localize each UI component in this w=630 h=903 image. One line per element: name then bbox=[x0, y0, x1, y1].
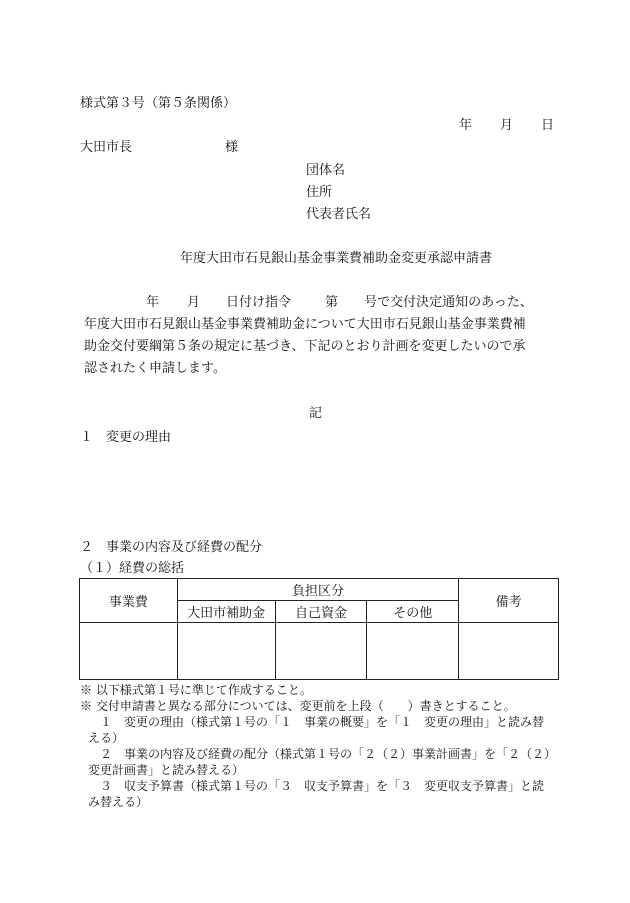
remarks-header: 備考 bbox=[459, 579, 559, 623]
city-subsidy-cell[interactable] bbox=[177, 623, 275, 680]
project-cost-cell[interactable] bbox=[80, 623, 178, 680]
subsection-heading: （１）経費の総括 bbox=[80, 561, 185, 576]
applicant-representative-label: 代表者氏名 bbox=[306, 207, 372, 222]
applicant-organization-label: 団体名 bbox=[306, 163, 346, 178]
addressee-name: 大田市長 bbox=[80, 140, 133, 155]
body-dated-instruction: 日付け指令 bbox=[226, 295, 292, 310]
body-month: 月 bbox=[187, 295, 201, 310]
ki-label: 記 bbox=[309, 406, 323, 421]
burden-division-header: 負担区分 bbox=[177, 579, 458, 601]
note-1: ※ 以下様式第１号に準じて作成すること。 bbox=[80, 683, 312, 697]
body-suffix: 号で交付決定通知のあった、 bbox=[364, 295, 533, 310]
section2-heading: ２ 事業の内容及び経費の配分 bbox=[80, 540, 263, 555]
note-item-2-continued: 変更計画書」と読み替える） bbox=[88, 763, 245, 777]
note-item-3-continued: み替える） bbox=[88, 795, 149, 809]
form-label: 様式第３号（第５条関係） bbox=[80, 96, 237, 111]
date-year: 年 bbox=[459, 118, 473, 133]
section1-heading: １ 変更の理由 bbox=[80, 430, 172, 445]
body-line: 認されたく申請します。 bbox=[84, 361, 226, 376]
project-cost-header: 事業費 bbox=[80, 579, 178, 623]
applicant-address-label: 住所 bbox=[306, 185, 333, 200]
application-body bbox=[84, 292, 554, 380]
body-first-line bbox=[84, 292, 554, 314]
other-cell[interactable] bbox=[367, 623, 459, 680]
document-title: 年度大田市石見銀山基金事業費補助金変更承認申請書 bbox=[180, 251, 493, 266]
body-year: 年 bbox=[146, 295, 160, 310]
notes-section bbox=[80, 682, 560, 810]
date-month: 月 bbox=[500, 118, 514, 133]
own-funds-header: 自己資金 bbox=[275, 601, 367, 623]
remarks-cell[interactable] bbox=[459, 623, 559, 680]
date-line bbox=[459, 118, 554, 134]
date-day: 日 bbox=[541, 118, 555, 133]
note-item-1: １ 変更の理由（様式第１号の「１ 事業の概要」を「１ 変更の理由」と読み替 bbox=[100, 715, 545, 729]
own-funds-cell[interactable] bbox=[275, 623, 367, 680]
note-item-1-continued: える） bbox=[88, 731, 125, 745]
expense-summary-table bbox=[79, 578, 559, 680]
addressee-honorific: 様 bbox=[225, 140, 239, 155]
body-line: 年度大田市石見銀山基金事業費補助金について大田市石見銀山基金事業費補 bbox=[84, 317, 526, 332]
body-number-prefix: 第 bbox=[325, 295, 339, 310]
body-line: 助金交付要綱第５条の規定に基づき、下記のとおり計画を変更したいので承 bbox=[84, 339, 526, 354]
other-header: その他 bbox=[367, 601, 459, 623]
note-item-3: ３ 収支予算書（様式第１号の「３ 収支予算書」を「３ 変更収支予算書」と読 bbox=[100, 779, 545, 793]
city-subsidy-header: 大田市補助金 bbox=[177, 601, 275, 623]
note-2: ※ 交付申請書と異なる部分については、変更前を上段（ ）書きとすること。 bbox=[80, 699, 516, 713]
note-item-2: ２ 事業の内容及び経費の配分（様式第１号の「２（２）事業計画書」を「２（２） bbox=[100, 747, 557, 761]
